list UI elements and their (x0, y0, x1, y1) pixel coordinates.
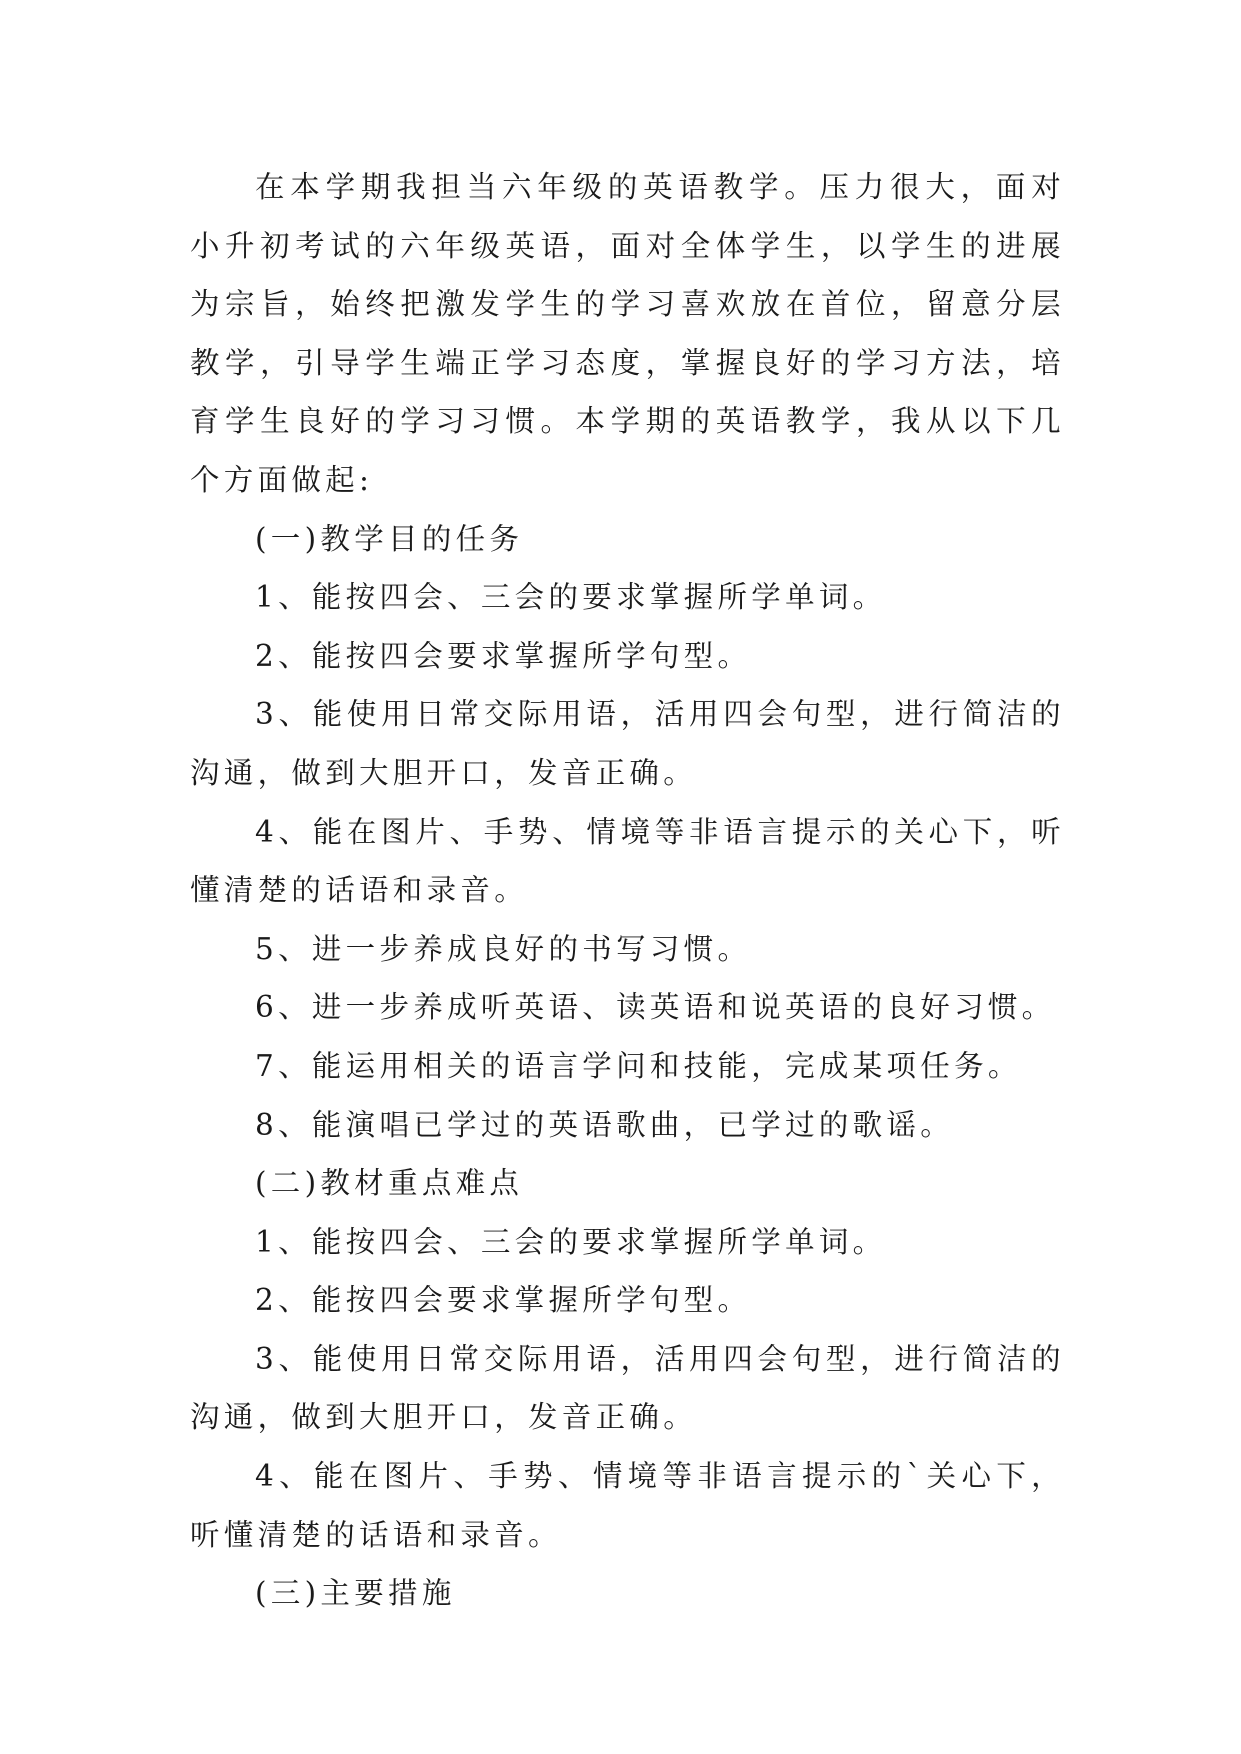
list-item: 8、能演唱已学过的英语歌曲，已学过的歌谣。 (255, 1107, 955, 1142)
document-body (190, 158, 1065, 1623)
list-item: 3、能使用日常交际用语，活用四会句型，进行简洁的沟通，做到大胆开口，发音正确。 (190, 1341, 1065, 1435)
section-heading-measures: (三)主要措施 (255, 1576, 456, 1611)
list-item: 2、能按四会要求掌握所学句型。 (255, 638, 752, 673)
list-item: 5、进一步养成良好的书写习惯。 (255, 931, 752, 966)
list-item: 3、能使用日常交际用语，活用四会句型，进行简洁的沟通，做到大胆开口，发音正确。 (190, 697, 1065, 790)
list-item: 1、能按四会、三会的要求掌握所学单词。 (255, 1224, 887, 1259)
section-heading-key-points: (二)教材重点难点 (255, 1166, 524, 1201)
list-item: 2、能按四会要求掌握所学句型。 (255, 1283, 752, 1318)
intro-paragraph: 在本学期我担当六年级的英语教学。压力很大，面对小升初考试的六年级英语，面对全体学生，以学生的进展为宗旨，始终把激发学生的学习喜欢放在首位，留意分层教学，引导学生端正学习态度，掌握良好的学习方法，培育学生良好的学习习惯。本学期的英语教学，我从以下几个方面做起: (190, 170, 1065, 497)
list-item: 4、能在图片、手势、情境等非语言提示的`关心下，听懂清楚的话语和录音。 (190, 1459, 1065, 1552)
list-item: 1、能按四会、三会的要求掌握所学单词。 (255, 580, 887, 615)
list-item: 6、进一步养成听英语、读英语和说英语的良好习惯。 (255, 990, 1056, 1025)
section-heading-goals: (一)教学目的任务 (255, 521, 524, 556)
list-item: 7、能运用相关的语言学问和技能，完成某项任务。 (255, 1048, 1022, 1083)
list-item: 4、能在图片、手势、情境等非语言提示的关心下，听懂清楚的话语和录音。 (190, 814, 1065, 908)
